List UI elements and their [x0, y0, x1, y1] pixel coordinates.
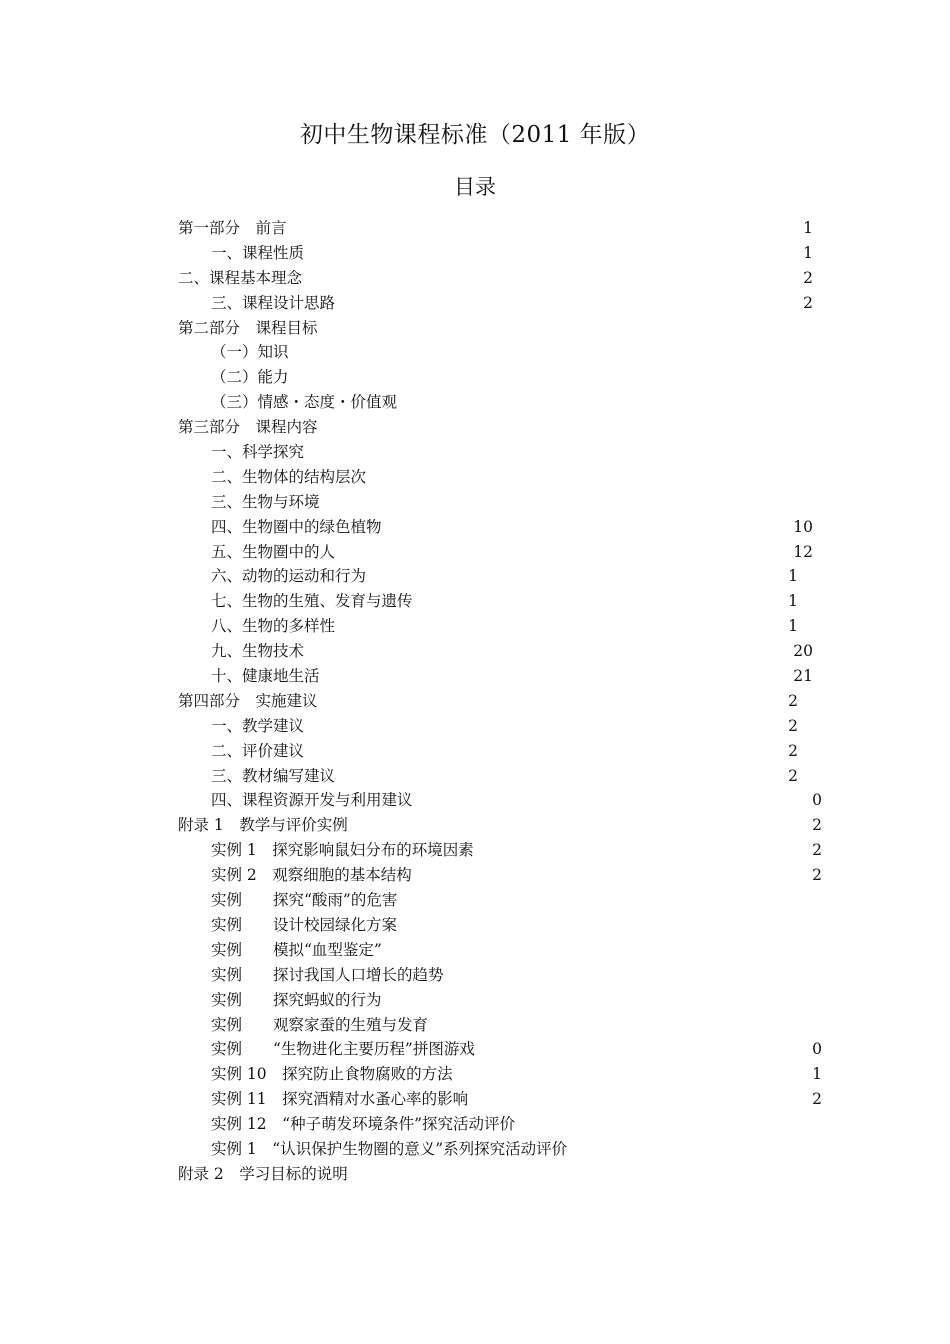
toc-entry[interactable] [0, 639, 950, 664]
toc-entry-label: 五、生物圈中的人 [211, 542, 336, 561]
toc-entry[interactable] [0, 415, 950, 440]
toc-entry-page: 10 [793, 517, 813, 536]
toc-entry-page: 21 [793, 667, 813, 686]
toc-entry-page: 2 [788, 716, 798, 735]
toc-entry-label: 实例 10 探究防止食物腐败的方法 [211, 1065, 453, 1084]
toc-entry[interactable] [0, 788, 950, 813]
toc-entry-label: 附录 1 教学与评价实例 [178, 816, 348, 835]
toc-entry-page: 0 [812, 1040, 822, 1059]
toc-entry[interactable] [0, 465, 950, 490]
toc-entry[interactable] [0, 490, 950, 515]
toc-entry-page: 1 [788, 592, 798, 611]
toc-entry-label: 实例 1 “认识保护生物圈的意义”系列探究活动评价 [211, 1139, 568, 1158]
toc-entry[interactable] [0, 714, 950, 739]
toc-entry[interactable] [0, 291, 950, 316]
toc-entry-label: （三）情感・态度・价值观 [211, 393, 398, 412]
toc-entry-label: 实例 “生物进化主要历程”拼图游戏 [211, 1040, 475, 1059]
table-of-contents [0, 216, 950, 1187]
toc-entry-label: 八、生物的多样性 [211, 617, 336, 636]
toc-entry[interactable] [0, 1137, 950, 1162]
toc-entry[interactable] [0, 266, 950, 291]
toc-entry[interactable] [0, 888, 950, 913]
toc-heading: 目录 [454, 175, 496, 199]
toc-entry-label: 一、课程性质 [211, 243, 305, 262]
toc-entry[interactable] [0, 764, 950, 789]
toc-entry-label: 三、生物与环境 [211, 492, 320, 511]
toc-entry[interactable] [0, 1162, 950, 1187]
toc-entry-label: 九、生物技术 [211, 642, 305, 661]
toc-entry[interactable] [0, 913, 950, 938]
toc-entry-page: 20 [793, 642, 813, 661]
toc-entry-page: 1 [812, 1065, 822, 1084]
toc-entry[interactable] [0, 440, 950, 465]
toc-entry-label: 三、教材编写建议 [211, 766, 336, 785]
toc-entry-page: 2 [788, 691, 798, 710]
toc-entry-page: 1 [788, 567, 798, 586]
toc-entry[interactable] [0, 515, 950, 540]
toc-entry-label: 第一部分 前言 [178, 219, 287, 237]
toc-entry-label: 三、课程设计思路 [211, 293, 336, 312]
toc-entry-label: 实例 2 观察细胞的基本结构 [211, 866, 412, 885]
toc-entry-page: 2 [812, 866, 822, 885]
toc-entry-label: 第二部分 课程目标 [178, 318, 318, 337]
toc-entry-label: （二）能力 [211, 368, 289, 387]
toc-entry-page: 1 [788, 617, 798, 636]
toc-entry-label: （一）知识 [211, 343, 289, 362]
toc-entry-page: 2 [788, 766, 798, 785]
toc-entry-page: 2 [803, 268, 813, 287]
toc-entry[interactable] [0, 1037, 950, 1062]
toc-entry-label: 实例 模拟“血型鉴定” [211, 940, 382, 959]
toc-entry-page: 0 [812, 791, 822, 810]
toc-entry[interactable] [0, 1013, 950, 1038]
toc-entry[interactable] [0, 216, 950, 241]
toc-entry[interactable] [0, 1062, 950, 1087]
document-title: 初中生物课程标准（2011 年版） [299, 122, 651, 148]
toc-entry-label: 二、生物体的结构层次 [211, 467, 367, 486]
toc-entry[interactable] [0, 614, 950, 639]
toc-entry-label: 七、生物的生殖、发育与遗传 [211, 592, 413, 611]
toc-entry[interactable] [0, 988, 950, 1013]
toc-entry[interactable] [0, 963, 950, 988]
toc-entry-page: 1 [803, 243, 813, 262]
toc-entry[interactable] [0, 863, 950, 888]
toc-entry-page: 2 [812, 816, 822, 835]
toc-entry-label: 第三部分 课程内容 [178, 418, 318, 437]
toc-entry-label: 四、生物圈中的绿色植物 [211, 517, 382, 536]
toc-entry[interactable] [0, 589, 950, 614]
toc-entry-label: 一、科学探究 [211, 443, 305, 462]
toc-entry-label: 第四部分 实施建议 [178, 691, 318, 710]
toc-entry-label: 实例 设计校园绿化方案 [211, 915, 398, 934]
toc-entry-label: 实例 探讨我国人口增长的趋势 [211, 965, 444, 984]
toc-entry-page: 2 [803, 293, 813, 312]
toc-entry[interactable] [0, 664, 950, 689]
toc-entry[interactable] [0, 241, 950, 266]
toc-entry-page: 12 [793, 542, 813, 561]
toc-entry-label: 十、健康地生活 [211, 667, 320, 686]
toc-entry-label: 一、教学建议 [211, 716, 305, 735]
toc-entry-label: 实例 12 “种子萌发环境条件”探究活动评价 [211, 1115, 515, 1134]
toc-entry-label: 实例 观察家蚕的生殖与发育 [211, 1015, 429, 1034]
toc-entry-label: 实例 11 探究酒精对水蚤心率的影响 [211, 1090, 469, 1109]
toc-entry[interactable] [0, 1087, 950, 1112]
toc-entry[interactable] [0, 340, 950, 365]
toc-entry[interactable] [0, 938, 950, 963]
toc-entry-page: 1 [803, 219, 813, 237]
toc-entry[interactable] [0, 838, 950, 863]
toc-entry-page: 2 [812, 841, 822, 860]
toc-entry[interactable] [0, 540, 950, 565]
toc-entry-label: 实例 1 探究影响鼠妇分布的环境因素 [211, 841, 474, 860]
toc-entry-label: 实例 探究“酸雨”的危害 [211, 891, 398, 910]
toc-entry-page: 2 [788, 741, 798, 760]
toc-entry[interactable] [0, 1112, 950, 1137]
toc-entry-label: 实例 探究蚂蚁的行为 [211, 990, 382, 1009]
toc-entry-label: 四、课程资源开发与利用建议 [211, 791, 413, 810]
toc-entry[interactable] [0, 689, 950, 714]
toc-entry[interactable] [0, 365, 950, 390]
toc-entry-label: 六、动物的运动和行为 [211, 567, 367, 586]
toc-entry[interactable] [0, 390, 950, 415]
toc-entry[interactable] [0, 813, 950, 838]
toc-entry-page: 2 [812, 1090, 822, 1109]
toc-entry-label: 附录 2 学习目标的说明 [178, 1164, 348, 1183]
toc-entry-label: 二、评价建议 [211, 741, 305, 760]
toc-entry[interactable] [0, 564, 950, 589]
toc-entry-label: 二、课程基本理念 [178, 268, 303, 287]
toc-entry[interactable] [0, 739, 950, 764]
toc-entry[interactable] [0, 316, 950, 341]
